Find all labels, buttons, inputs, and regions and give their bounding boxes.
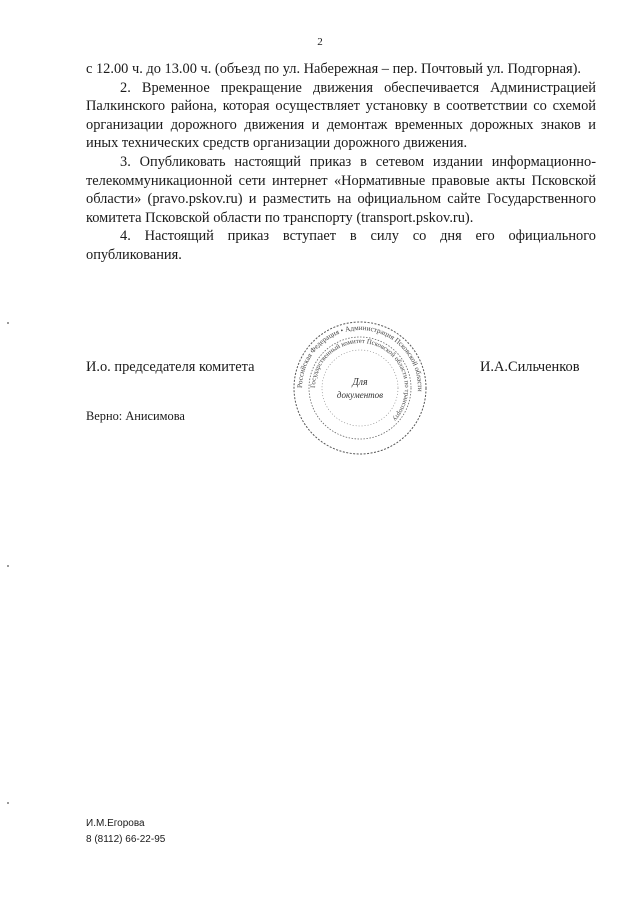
signatory-name: И.А.Сильченков xyxy=(480,359,580,375)
page-number: 2 xyxy=(317,36,323,48)
paragraph-4: 4. Настоящий приказ вступает в силу со дня его официального опубликования. xyxy=(86,228,596,263)
certified-copy-note: Верно: Анисимова xyxy=(86,409,185,423)
margin-mark xyxy=(7,802,9,804)
seal-inner-text: Государственный комитет Псковской области по транспорту xyxy=(309,337,411,423)
margin-mark xyxy=(7,322,9,324)
seal-outer-text: Российская Федерация • Администрация Псковской области xyxy=(295,323,425,392)
signatory-title: И.о. председателя комитета xyxy=(86,359,255,375)
order-body xyxy=(86,60,596,265)
paragraph-2: 2. Временное прекращение движения обеспечивается Администрацией Палкинского района, которая осуществляет установку в соответствии со схемой организации дорожного движения и демонтаж временных дорожных знаков и иных технических средств организации дорожного движения. xyxy=(86,79,596,152)
seal-center-line-2: документов xyxy=(336,390,384,400)
executor-phone: 8 (8112) 66-22-95 xyxy=(86,834,166,845)
margin-mark xyxy=(7,565,9,567)
seal-center-line-1: Для xyxy=(352,377,368,388)
paragraph-1-continuation: с 12.00 ч. до 13.00 ч. (объезд по ул. Набережная – пер. Почтовый ул. Подгорная). xyxy=(86,61,582,77)
official-seal xyxy=(290,318,430,458)
paragraph-3: 3. Опубликовать настоящий приказ в сетевом издании информационно-телекоммуникационной сети интернет «Нормативные правовые акты Псковской области» (pravo.pskov.ru) и разместить на официальном сайте Государственного комитета Псковской области по транспорту (transport.pskov.ru). xyxy=(86,153,596,226)
executor-name: И.М.Егорова xyxy=(86,818,145,829)
